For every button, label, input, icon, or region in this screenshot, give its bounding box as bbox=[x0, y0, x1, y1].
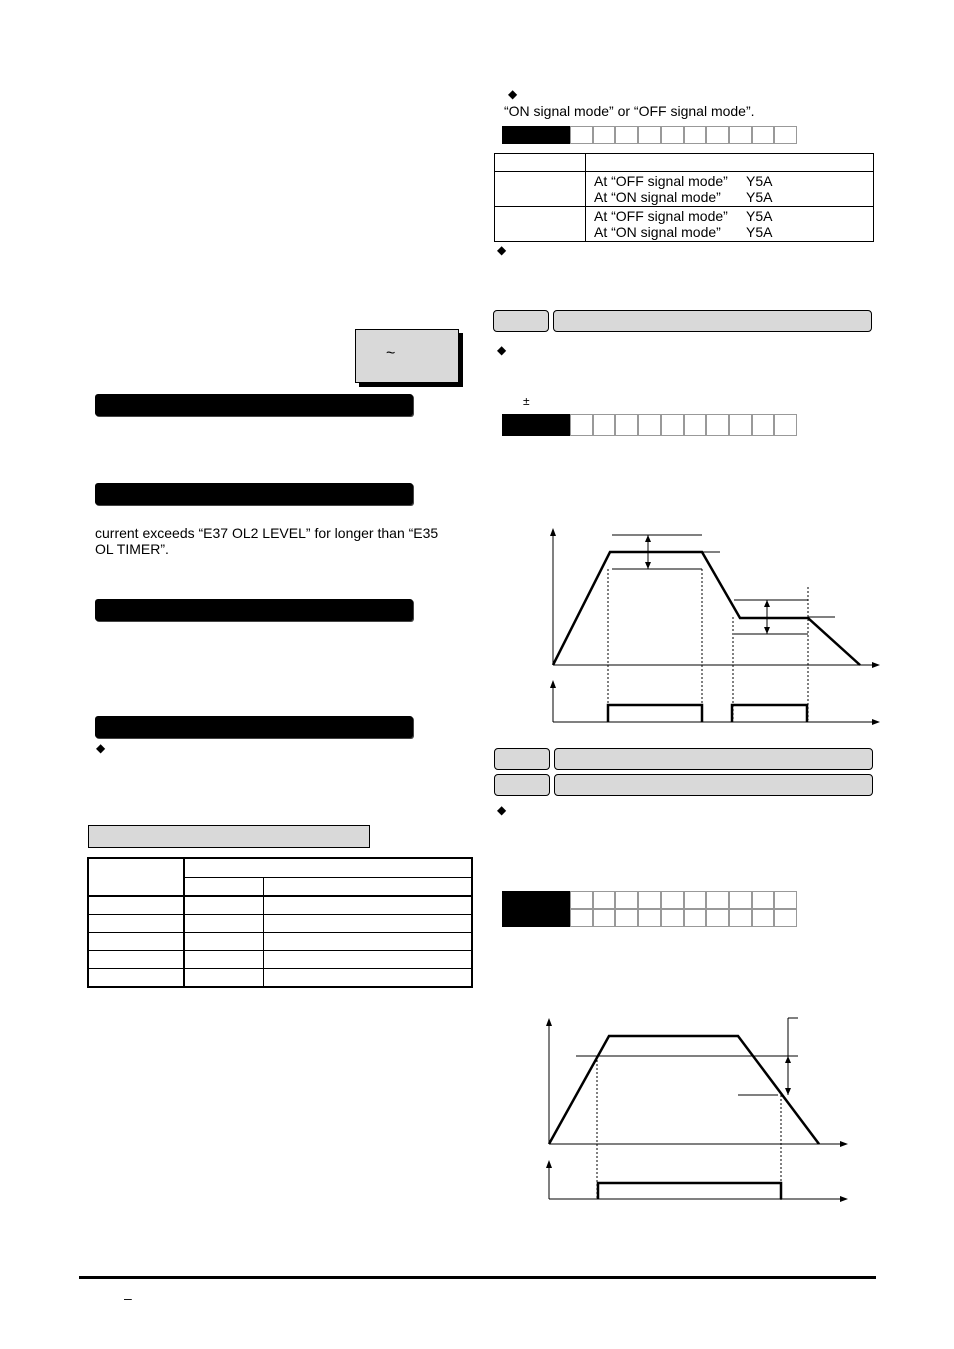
output-frequency-curve bbox=[553, 552, 860, 665]
table-row bbox=[495, 207, 874, 242]
output-code: Y5A bbox=[746, 208, 773, 224]
axis-arrow-icon bbox=[872, 662, 880, 668]
range-tilde: ~ bbox=[386, 345, 396, 362]
bullet-diamond-icon: ◆ bbox=[497, 343, 507, 357]
parameter-code-label bbox=[494, 748, 550, 770]
function-setting-table bbox=[87, 857, 473, 988]
table-row bbox=[495, 172, 874, 207]
table-caption-bar bbox=[88, 825, 370, 848]
mode-label: At “OFF signal mode” bbox=[594, 208, 728, 224]
output-code: Y5A bbox=[746, 189, 773, 205]
signal-mode-table bbox=[494, 153, 874, 242]
axis-arrow-icon bbox=[550, 528, 556, 536]
output-frequency-curve bbox=[549, 1036, 819, 1144]
table-row bbox=[88, 896, 472, 915]
axis-arrow-icon bbox=[550, 680, 556, 688]
output-signal-pulse bbox=[608, 705, 702, 722]
parameter-digit-grid bbox=[502, 909, 797, 927]
output-code: Y5A bbox=[746, 173, 773, 189]
parameter-title-label bbox=[554, 748, 873, 770]
frequency-level-detection-diagram bbox=[540, 1015, 855, 1210]
parameter-title-label bbox=[554, 774, 873, 796]
axis-arrow-icon bbox=[840, 1141, 848, 1147]
bullet-diamond-icon: ◆ bbox=[508, 87, 518, 101]
parameter-title-label bbox=[553, 310, 872, 332]
parameter-code-label bbox=[494, 774, 550, 796]
output-code: Y5A bbox=[746, 224, 773, 240]
axis-arrow-icon bbox=[872, 719, 880, 725]
section-header-bar bbox=[95, 599, 413, 621]
ol2-description: current exceeds “E37 OL2 LEVEL” for longer than “E35 OL TIMER”. bbox=[95, 525, 439, 557]
section-header-bar bbox=[95, 394, 413, 416]
output-signal-pulse bbox=[598, 1183, 781, 1199]
bullet-diamond-icon: ◆ bbox=[497, 243, 507, 257]
output-signal-pulse bbox=[732, 705, 807, 722]
frequency-detection-diagram bbox=[540, 525, 885, 730]
parameter-digit-grid bbox=[502, 891, 797, 909]
table-row bbox=[88, 951, 472, 969]
parameter-code-label bbox=[493, 310, 549, 332]
table-row bbox=[88, 969, 472, 988]
function-range-box bbox=[355, 329, 459, 383]
signal-mode-intro: “ON signal mode” or “OFF signal mode”. bbox=[504, 103, 755, 119]
bullet-diamond-icon: ◆ bbox=[497, 803, 507, 817]
footer-rule bbox=[79, 1276, 876, 1279]
mode-label: At “ON signal mode” bbox=[594, 189, 721, 205]
axis-arrow-icon bbox=[546, 1018, 552, 1026]
parameter-digit-grid bbox=[502, 414, 797, 436]
section-header-bar bbox=[95, 483, 413, 505]
axis-arrow-icon bbox=[546, 1160, 552, 1168]
mode-label: At “ON signal mode” bbox=[594, 224, 721, 240]
table-row bbox=[88, 915, 472, 933]
table-row bbox=[88, 933, 472, 951]
parameter-digit-grid bbox=[502, 126, 797, 144]
page-number: – bbox=[124, 1290, 132, 1306]
axis-arrow-icon bbox=[840, 1196, 848, 1202]
plus-minus-symbol: ± bbox=[523, 394, 530, 408]
bullet-diamond-icon: ◆ bbox=[96, 741, 106, 755]
section-header-bar bbox=[95, 716, 413, 738]
mode-label: At “OFF signal mode” bbox=[594, 173, 728, 189]
